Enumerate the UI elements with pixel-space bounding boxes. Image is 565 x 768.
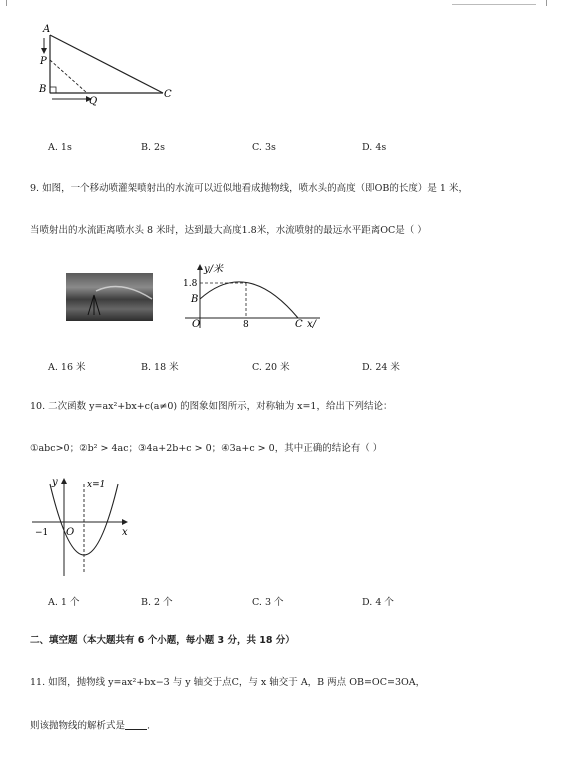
y-label: y [52,477,58,488]
tick-neg1: −1 [35,528,49,538]
q11-text-line2 [30,719,150,733]
label-q: Q [89,96,98,107]
q8-triangle-figure [30,18,180,113]
tick-1-8: 1.8 [183,279,198,289]
q11-answer-blank[interactable] [125,719,147,730]
q10-option-c: C. 3 个 [252,597,284,608]
water-curve [200,282,298,318]
q11-text-line1: 11. 如图，抛物线 y=ax²+bx−3 与 y 轴交于点C，与 x 轴交于 A，B 两点 OB=OC=3OA， [30,677,426,688]
right-angle-mark [50,87,56,93]
label-b: B [39,84,47,95]
x-axis-label: x/ [307,319,317,330]
x-axis-arrow [122,519,128,525]
q9-parabola-figure [180,262,330,332]
q8-option-a: A. 1s [48,142,72,153]
tick-8: 8 [243,320,249,330]
q10-text-line1: 10. 二次函数 y=ax²+bx+c(a≠0) 的图象如图所示，对称轴为 x=1，给出下列结论： [30,401,393,412]
q11-prefix: 则该抛物线的解析式是 [30,720,126,732]
q8-option-c: C. 3s [252,142,276,153]
q8-option-d: D. 4s [362,142,387,153]
q11-suffix: . [147,720,151,732]
label-o: O [66,527,75,538]
q9-option-d: D. 24 米 [362,362,400,373]
y-axis-arrow [197,264,203,270]
page-corner-mark [0,0,7,6]
q9-text-line1: 9. 如图，一个移动喷灌架喷射出的水流可以近似地看成抛物线，喷水头的高度（即OB的长度）是 1 米， [30,183,468,194]
q9-option-a: A. 16 米 [48,362,86,373]
label-b: B [191,294,199,305]
label-a: A [43,24,51,35]
sprinkler-photo [66,273,153,321]
section-heading: 二、填空题（本大题共有 6 个小题，每小题 3 分，共 18 分） [30,635,295,646]
q10-option-a: A. 1 个 [48,597,80,608]
sprinkler-photo-detail [66,273,153,321]
q9-option-b: B. 18 米 [141,362,179,373]
q10-text-line2: ①abc>0；②b² > 4ac；③4a+2b+c > 0；④3a+c > 0，其中正确的结论有（ ） [30,443,383,454]
q9-text-line2: 当喷射出的水流距离喷水头 8 米时，达到最大高度1.8米，水流喷射的最远水平距离OC是（ ） [30,225,427,236]
y-axis-arrow [61,478,67,484]
q10-parabola-figure [30,474,140,579]
label-c: C [164,89,172,100]
symmetry-axis-label: x=1 [87,480,106,490]
x-label: x [122,527,128,538]
segment-pq [50,60,87,93]
label-o: O [192,319,201,330]
label-c: C [295,319,303,330]
q8-option-b: B. 2s [141,142,165,153]
q9-option-c: C. 20 米 [252,362,290,373]
page-corner-mark [546,0,555,6]
side-ac [50,35,163,93]
label-p: P [40,56,47,67]
y-axis-label: y/米 [204,264,224,275]
arrow-down-head [41,48,47,54]
page-corner-mark [452,0,536,5]
q10-option-d: D. 4 个 [362,597,394,608]
q10-option-b: B. 2 个 [141,597,173,608]
